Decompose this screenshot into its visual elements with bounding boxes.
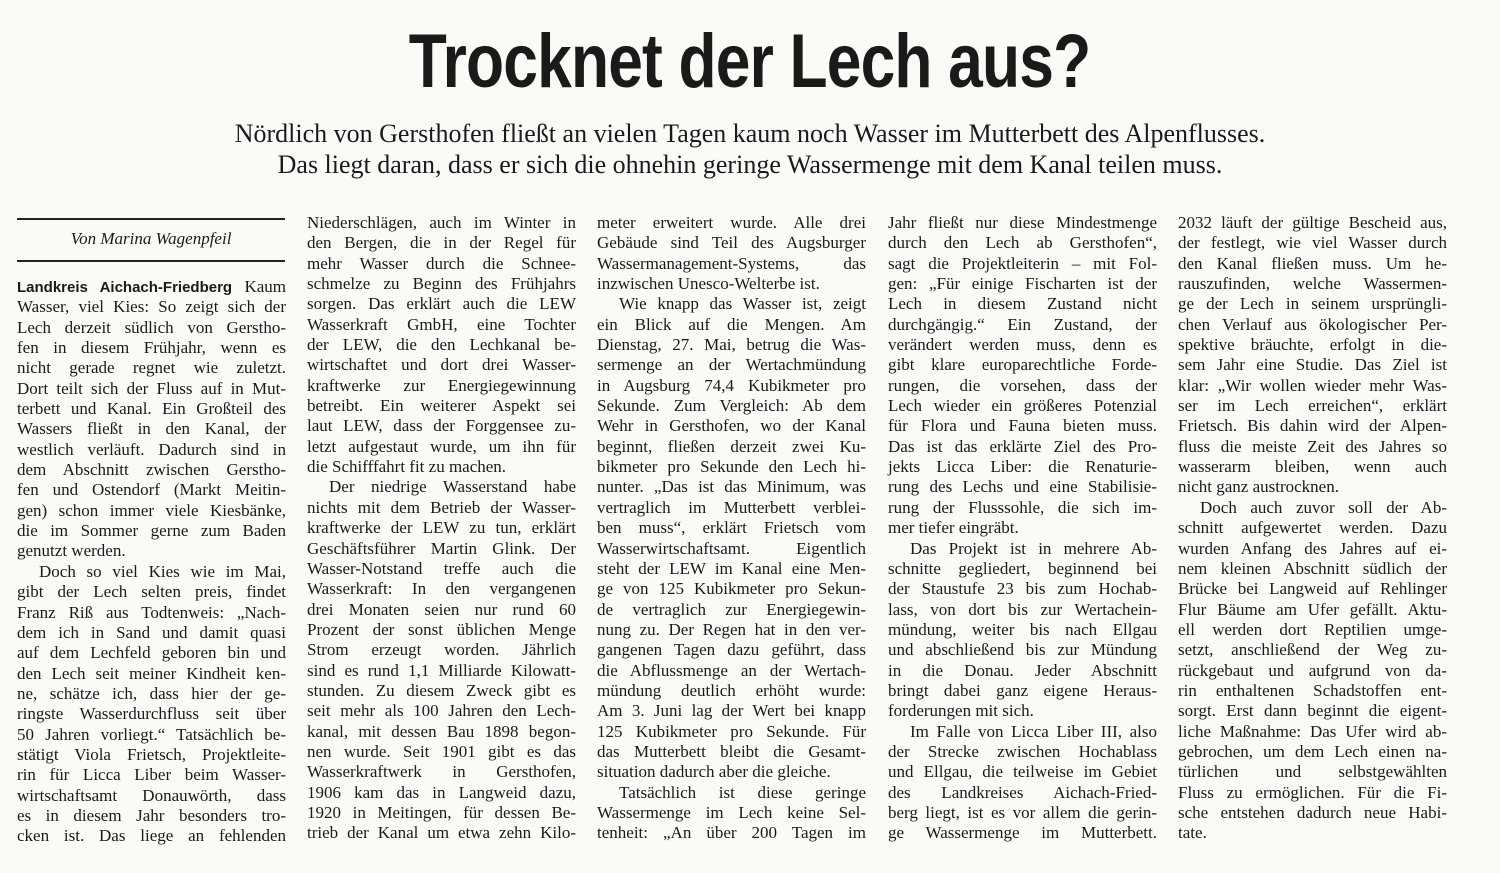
text-line: setzt, anschließend der Weg zu-: [1178, 640, 1447, 660]
text-line: Wasserkraft GmbH, eine Tochter: [307, 314, 576, 334]
text-line: Am 3. Juni lag der Wert bei knapp: [597, 701, 866, 721]
dateline: Landkreis Aichach-Friedberg: [17, 279, 233, 296]
text-line: den Kanal fließen muss. Um he-: [1178, 253, 1447, 273]
paragraph: [888, 722, 1157, 844]
text-line: gen) schon immer viele Kiesbänke,: [17, 500, 286, 520]
text-line: ser im Lech erreichen“, erklärt: [1178, 396, 1447, 416]
text-line: Dienstag, 27. Mai, betrug die Was-: [597, 335, 866, 355]
byline-rule-top: [17, 218, 285, 220]
text-line: für Flora und Fauna bieten muss.: [888, 416, 1157, 436]
text-line: der Staustufe 23 bis zum Hochab-: [888, 579, 1157, 599]
text-line: ringste Wasserdurchfluss seit über: [17, 704, 286, 724]
text-line: rungen, die vorsehen, dass der: [888, 375, 1157, 395]
text-line: jekts Licca Liber: die Renaturie-: [888, 457, 1157, 477]
text-line: spektive bräuchte, erfolgt in die-: [1178, 335, 1447, 355]
text-line: gen: „Für einige Fischarten ist der: [888, 274, 1157, 294]
text-line: 125 Kubikmeter pro Sekunde. Für: [597, 721, 866, 741]
text-line: türlichen und selbstgewählten: [1178, 762, 1447, 782]
text-line: Wasserkraft: In den vergangenen: [307, 579, 576, 599]
article-column: [17, 277, 286, 847]
text-line: verändert werden muss, denn es: [888, 335, 1157, 355]
text-line: Gebäude sind Teil des Augsburger: [597, 233, 866, 253]
paragraph: [1178, 498, 1447, 844]
text-line: mer tiefer eingräbt.: [888, 518, 1019, 538]
text-line: tate.: [1178, 823, 1207, 843]
text-line: Wasserkraftwerk in Gersthofen,: [307, 762, 576, 782]
text-line: und abschließend bis zur Mündung: [888, 640, 1157, 660]
text-line: der festlegt, wie viel Wasser durch: [1178, 233, 1447, 253]
text-line: durch den Lech ab Gersthofen“,: [888, 233, 1157, 253]
text-line: fen in diesem Frühjahr, wenn es: [17, 338, 286, 358]
text-line: sorgen. Das erklärt auch die LEW: [307, 294, 576, 314]
text-line: drei Monaten seien nur rund 60: [307, 599, 576, 619]
text-line: Dort teilt sich der Fluss auf in Mut-: [17, 378, 286, 398]
text-line: betreibt. Ein weiterer Aspekt sei: [307, 396, 576, 416]
text-line: durchgängig.“ Ein Zustand, der: [888, 314, 1157, 334]
text-line: lass, von dort bis zur Wertachein-: [888, 599, 1157, 619]
text-line: nen wurde. Seit 1901 gibt es das: [307, 741, 576, 761]
text-line: Das ist das erklärte Ziel des Pro-: [888, 436, 1157, 456]
text-line: nicht gerade regnet wie zuletzt.: [17, 358, 286, 378]
text-line: den Lech seit meiner Kindheit ken-: [17, 663, 286, 683]
text-line: sermenge an der Wertachmündung: [597, 355, 866, 375]
text-line: das Mutterbett bleibt die Gesamt-: [597, 741, 866, 761]
text-line: wirtschaftet und dort drei Wasser-: [307, 355, 576, 375]
text-line: beginnt, fließen derzeit zwei Ku-: [597, 436, 866, 456]
text-line: wirtschaftsamt Donauwörth, dass: [17, 785, 286, 805]
subtitle-line: Nördlich von Gersthofen fließt an vielen Tagen kaum noch Wasser im Mutterbett des Alpenflusses.: [234, 119, 1266, 148]
text-line: nicht ganz austrocknen.: [1178, 477, 1339, 497]
text-line: Prozent der sonst üblichen Menge: [307, 619, 576, 639]
text-line: ein Blick auf die Mengen. Am: [597, 314, 866, 334]
text-line: nung zu. Der Regen hat in den ver-: [597, 619, 866, 639]
subtitle: [0, 118, 1500, 180]
text-line: rauszufinden, welche Wassermen-: [1178, 274, 1447, 294]
text-line: [17, 277, 286, 297]
text-line: Franz Riß aus Todtenweis: „Nach-: [17, 602, 286, 622]
text-line: ge Wassermenge im Mutterbett.: [888, 823, 1157, 843]
text-line: stätigt Viola Frietsch, Projektleite-: [17, 744, 286, 764]
text-line: cken ist. Das liege an fehlenden: [17, 826, 286, 846]
text-line: schnitte gegliedert, beginnend bei: [888, 558, 1157, 578]
text-line: Wie knapp das Wasser ist, zeigt: [619, 294, 866, 314]
text-line: laut LEW, dass der Forggensee zu-: [307, 416, 576, 436]
text-line: rin enthaltenen Schadstoffen ent-: [1178, 680, 1447, 700]
text-line: Tatsächlich ist diese geringe: [619, 782, 866, 802]
text-line: Geschäftsführer Martin Glink. Der: [307, 538, 576, 558]
text-line: gebrochen, um dem Lech einen na-: [1178, 741, 1447, 761]
paragraph: [597, 783, 866, 844]
text-line: Fluss zu ermöglichen. Für die Fi-: [1178, 782, 1447, 802]
text-line: kraftwerke der LEW zu tun, erklärt: [307, 518, 576, 538]
text-line: ge von 125 Kubikmeter pro Sekun-: [597, 579, 866, 599]
article-column: [597, 213, 866, 844]
text-line: Im Falle von Licca Liber III, also: [910, 721, 1157, 741]
text-line: inzwischen Unesco-Welterbe ist.: [597, 274, 820, 294]
text-line: situation dadurch aber die gleiche.: [597, 762, 831, 782]
text-line: Flur Bäume am Ufer gefällt. Aktu-: [1178, 599, 1447, 619]
paragraph: [17, 562, 286, 847]
text-line: rückgebaut und aufgrund von da-: [1178, 660, 1447, 680]
text-line: de vertraglich zur Energiegewin-: [597, 599, 866, 619]
text-line: es in diesem Jahr besonders tro-: [17, 805, 286, 825]
text-line: fen und Ostendorf (Markt Meitin-: [17, 480, 286, 500]
text-line: nichts mit dem Betrieb der Wasser-: [307, 497, 576, 517]
text-line: Wasser-Notstand treffe auch die: [307, 558, 576, 578]
byline: Von Marina Wagenpfeil: [70, 229, 232, 248]
text-line: auf dem Lechfeld geboren bin und: [17, 643, 286, 663]
text-line: mündung, weiter bis nach Ellgau: [888, 619, 1157, 639]
text-line: den Bergen, die in der Regel für: [307, 233, 576, 253]
text-line: sem Jahr eine Studie. Das Ziel ist: [1178, 355, 1447, 375]
text-line: gangenen Tagen dazu geführt, dass: [597, 640, 866, 660]
text-line: 1920 in Meitingen, für dessen Be-: [307, 802, 576, 822]
text-line: Brücke bei Langweid auf Rehlinger: [1178, 579, 1447, 599]
text-line: kraftwerke zur Energiegewinnung: [307, 375, 576, 395]
text-line: ell werden dort Reptilien umge-: [1178, 619, 1447, 639]
text-line: Wassers fließt in den Kanal, der: [17, 419, 286, 439]
text-line: meter erweitert wurde. Alle drei: [597, 213, 866, 232]
text-line: gibt der Lech selten preis, findet: [17, 582, 286, 602]
text-line: der LEW, die den Lechkanal be-: [307, 335, 576, 355]
paragraph: [597, 294, 866, 782]
text-line: gibt klare europarechtliche Forde-: [888, 355, 1157, 375]
text-line: in Augsburg 74,4 Kubikmeter pro: [597, 375, 866, 395]
text-line: 50 Jahren vorliegt.“ Tatsächlich be-: [17, 724, 286, 744]
text-line: 2032 läuft der gültige Bescheid aus,: [1178, 213, 1447, 232]
text-line: Wassermanagement-Systems, das: [597, 253, 866, 273]
text-line: dem ich in Sand und damit quasi: [17, 622, 286, 642]
text-line: trieb der Kanal um etwa zehn Kilo-: [307, 823, 576, 843]
text-line: sche entstehen dadurch neue Habi-: [1178, 802, 1447, 822]
text-line: Strom erzeugt worden. Jährlich: [307, 640, 576, 660]
paragraph: [888, 539, 1157, 722]
text-line: kanal, mit dessen Bau 1898 begon-: [307, 721, 576, 741]
text-line: chen Verlauf aus ökologischer Per-: [1178, 314, 1447, 334]
text-line: in die Donau. Jeder Abschnitt: [888, 660, 1157, 680]
paragraph: [888, 213, 1157, 539]
text-line: Frietsch. Bis dahin wird der Alpen-: [1178, 416, 1447, 436]
text-line: rung des Lechs und eine Stabilisie-: [888, 477, 1157, 497]
text-line: Niederschlägen, auch im Winter in: [307, 213, 576, 232]
text-line: die im Sommer gerne zum Baden: [17, 521, 286, 541]
article-column: [307, 213, 576, 844]
text: Kaum: [232, 277, 287, 296]
paragraph: [17, 277, 286, 562]
text-line: ne, schätze ich, dass hier der ge-: [17, 683, 286, 703]
text-line: Lech in diesem Zustand nicht: [888, 294, 1157, 314]
text-line: Jahr fließt nur diese Mindestmenge: [888, 213, 1157, 232]
text-line: klar: „Wir wollen wieder mehr Was-: [1178, 375, 1447, 395]
text-line: Lech wieder ein größeres Potenzial: [888, 396, 1157, 416]
text-line: rung der Flusssohle, die sich im-: [888, 497, 1157, 517]
text-line: mündung deutlich erhöht wurde:: [597, 680, 866, 700]
text-line: der Strecke zwischen Hochablass: [888, 741, 1157, 761]
text-line: wurden Anfang des Jahres auf ei-: [1178, 538, 1447, 558]
text-line: Wasser, viel Kies: So zeigt sich der: [17, 297, 286, 317]
text-line: genutzt werden.: [17, 541, 126, 561]
text-line: sagt die Projektleiterin – mit Fol-: [888, 253, 1157, 273]
text-line: bikmeter pro Sekunde den Lech hi-: [597, 457, 866, 477]
text-line: die Schifffahrt fit zu machen.: [307, 457, 507, 477]
subtitle-line: Das liegt daran, dass er sich die ohnehin geringe Wassermenge mit dem Kanal teilen muss.: [277, 150, 1223, 179]
text-line: liche Maßnahme: Das Ufer wird ab-: [1178, 721, 1447, 741]
text-line: tenheit: „An über 200 Tagen im: [597, 823, 866, 843]
text-line: Lech derzeit südlich von Gerstho-: [17, 317, 286, 337]
text-line: letzt aufgestaut wurde, um ihn für: [307, 436, 576, 456]
paragraph: [597, 213, 866, 294]
text-line: Wassermenge im Lech keine Sel-: [597, 802, 866, 822]
text-line: Doch auch zuvor soll der Ab-: [1200, 497, 1447, 517]
text-line: sind es rund 1,1 Milliarde Kilowatt-: [307, 660, 576, 680]
headline: [0, 18, 1500, 106]
text-line: Der niedrige Wasserstand habe: [329, 477, 576, 497]
byline-rule-bottom: [17, 260, 285, 262]
text-line: nunter. „Das ist das Minimum, was: [597, 477, 866, 497]
text-line: seit mehr als 100 Jahren den Lech-: [307, 701, 576, 721]
text-line: schnitt aufgewertet werden. Dazu: [1178, 518, 1447, 538]
article-column: [888, 213, 1157, 844]
headline-text: Trocknet der Lech aus?: [409, 19, 1091, 104]
text-line: Wehr in Gersthofen, wo der Kanal: [597, 416, 866, 436]
text-line: dem Abschnitt zwischen Gerstho-: [17, 460, 286, 480]
text-line: stunden. Zu diesem Zweck gibt es: [307, 680, 576, 700]
text-line: ben muss“, erklärt Frietsch vom: [597, 518, 866, 538]
text-line: vertraglich im Mutterbett verblei-: [597, 497, 866, 517]
paragraph: [1178, 213, 1447, 498]
text-line: ge der Lech in seinem ursprüngli-: [1178, 294, 1447, 314]
paragraph: [307, 213, 576, 477]
text-line: sorgt. Erst dann beginnt die eigent-: [1178, 701, 1447, 721]
text-line: forderungen mit sich.: [888, 701, 1034, 721]
text-line: Sekunde. Zum Vergleich: Ab dem: [597, 396, 866, 416]
text-line: 1906 kam das in Langweid dazu,: [307, 782, 576, 802]
text-line: Das Projekt ist in mehrere Ab-: [910, 538, 1157, 558]
text-line: steht der LEW im Kanal eine Men-: [597, 558, 866, 578]
text-line: mehr Wasser durch die Schnee-: [307, 253, 576, 273]
text-line: westlich verläuft. Dadurch sind in: [17, 439, 286, 459]
text-line: Doch so viel Kies wie im Mai,: [39, 561, 286, 581]
text-line: die Abflussmenge an der Wertach-: [597, 660, 866, 680]
text-line: nem kleinen Abschnitt südlich der: [1178, 558, 1447, 578]
text-line: wasserarm bleiben, wenn auch: [1178, 457, 1447, 477]
text-line: Wasserwirtschaftsamt. Eigentlich: [597, 538, 866, 558]
text-line: des Landkreises Aichach-Fried-: [888, 782, 1157, 802]
text-line: rin für Licca Liber beim Wasser-: [17, 765, 286, 785]
article-column: [1178, 213, 1447, 844]
text-line: fluss die meiste Zeit des Jahres so: [1178, 436, 1447, 456]
text-line: schmelze zu Beginn des Frühjahrs: [307, 274, 576, 294]
text-line: terbett und Kanal. Ein Großteil des: [17, 399, 286, 419]
paragraph: [307, 477, 576, 843]
text-line: berg liegt, ist es vor allem die gerin-: [888, 802, 1157, 822]
text-line: bringt dabei ganz eigene Heraus-: [888, 680, 1157, 700]
text-line: und Ellgau, die teilweise im Gebiet: [888, 762, 1157, 782]
